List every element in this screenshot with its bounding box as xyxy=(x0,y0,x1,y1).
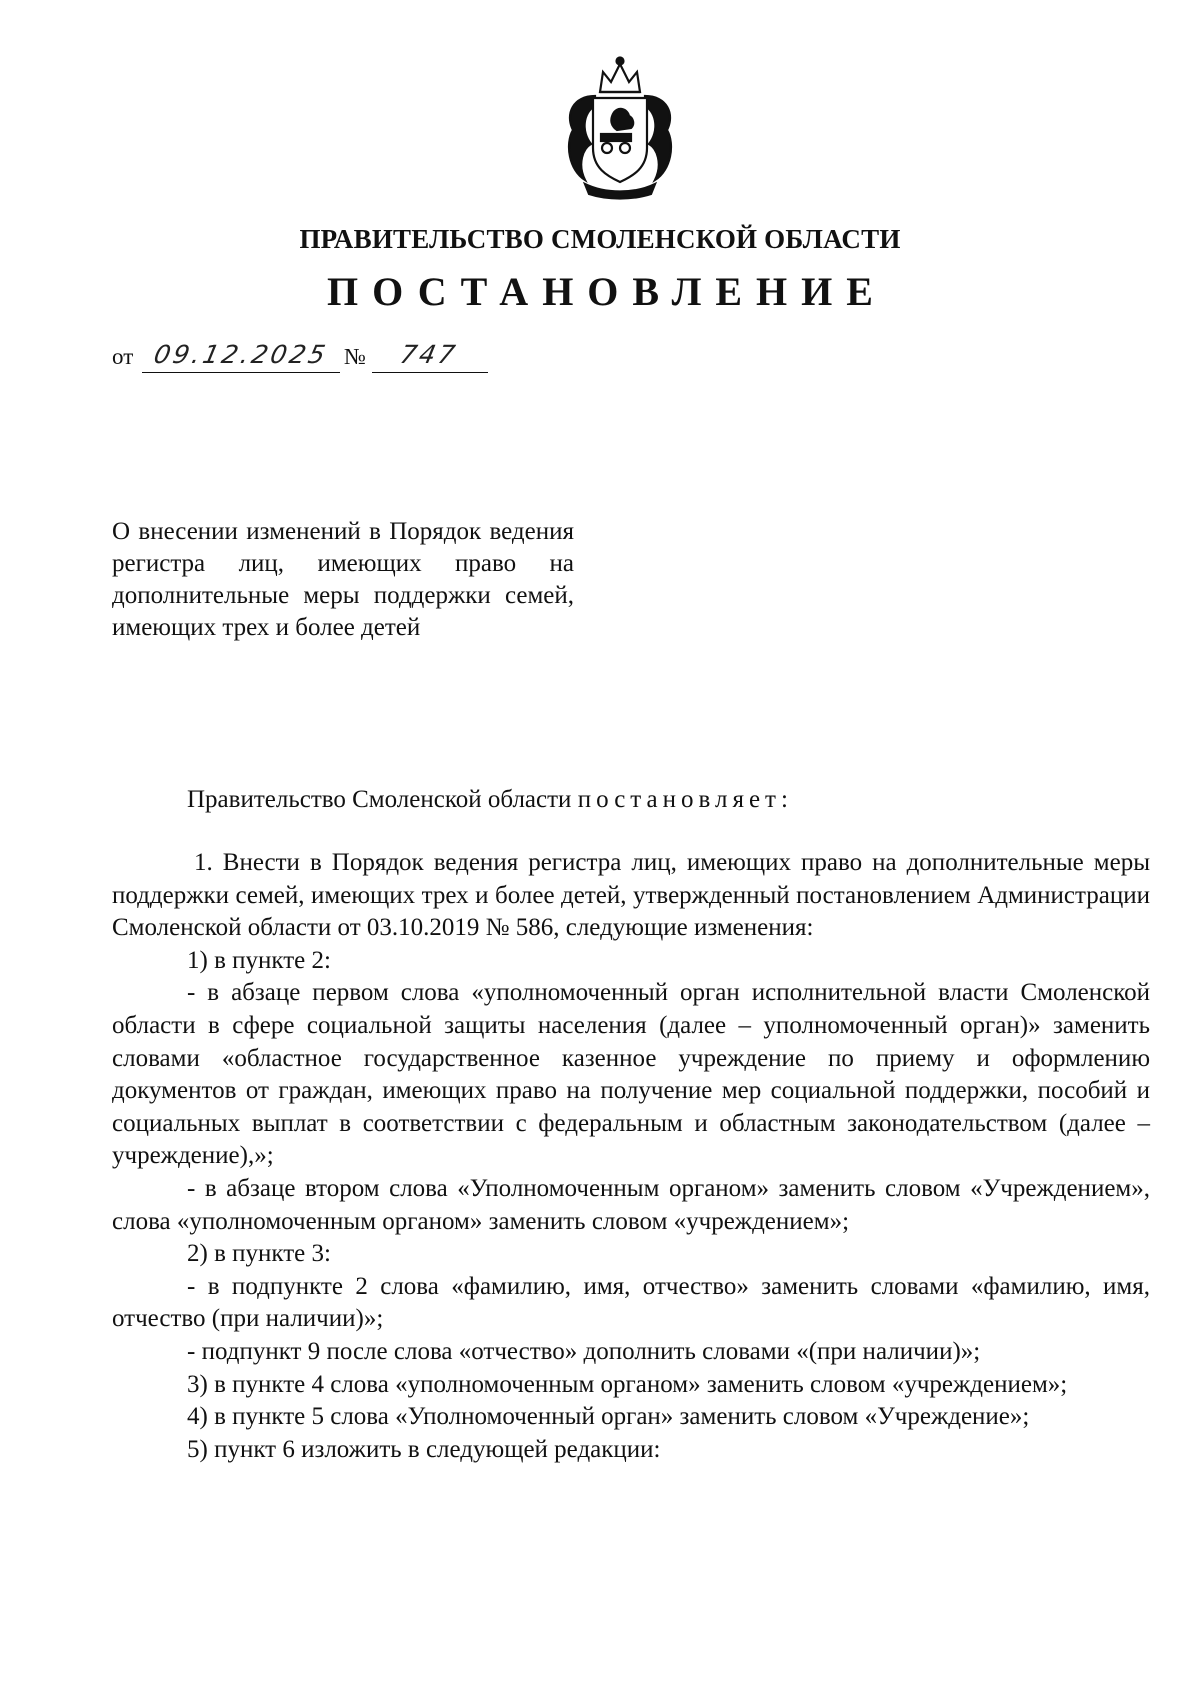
paragraph: 4) в пункте 5 слова «Уполномоченный орган» заменить словом «Учреждение»; xyxy=(187,1403,1030,1431)
number-prefix: № xyxy=(344,344,366,369)
paragraph: 5) пункт 6 изложить в следующей редакции: xyxy=(187,1435,661,1463)
paragraph: 2) в пункте 3: xyxy=(187,1240,331,1268)
decree-line xyxy=(187,786,793,814)
paragraph: 3) в пункте 4 слова «уполномоченным органом» заменить словом «учреждением»; xyxy=(187,1370,1068,1398)
coat-of-arms-icon xyxy=(555,52,685,202)
decree-lead: Правительство Смоленской области xyxy=(187,786,572,813)
document-type: ПОСТАНОВЛЕНИЕ xyxy=(327,269,887,314)
document-subject: О внесении изменений в Порядок ведения регистра лиц, имеющих право на дополнительные меры поддержки семей, имеющих трех и более детей xyxy=(112,518,574,641)
number-underline xyxy=(372,372,488,373)
paragraph: - в абзаце втором слова «Уполномоченным органом» заменить словом «Учреждением», слова «уполномоченным органом» заменить словом «учреждением»; xyxy=(112,1174,1150,1235)
paragraph: - в подпункте 2 слова «фамилию, имя, отчество» заменить словами «фамилию, имя, отчество (при наличии)»; xyxy=(112,1272,1150,1333)
number-value: 747 xyxy=(397,340,461,369)
date-value: 09.12.2025 xyxy=(151,340,331,369)
government-name: ПРАВИТЕЛЬСТВО СМОЛЕНСКОЙ ОБЛАСТИ xyxy=(299,224,901,254)
paragraph: 1) в пункте 2: xyxy=(187,946,331,974)
paragraph: - в абзаце первом слова «уполномоченный орган исполнительной власти Смоленской области в сфере социальной защиты населения (далее – уполномоченный орган)» заменить словами «областное государственное казенное учреждение по приему и оформлению документов от граждан, имеющих право на получение мер социальной поддержки, пособий и социальных выплат в соответствии с федеральным и областным законодательством (далее – учреждение),»; xyxy=(112,979,1150,1170)
date-prefix: от xyxy=(112,344,134,369)
date-underline xyxy=(142,372,340,373)
document-body xyxy=(112,847,1150,1466)
paragraph: 1. Внести в Порядок ведения регистра лиц, имеющих право на дополнительные меры поддержки семей, имеющих трех и более детей, утвержденный постановлением Администрации Смоленской области от 03.10.2019 № 586, следующие изменения: xyxy=(112,849,1150,942)
decree-verb: постановляет: xyxy=(577,786,793,813)
date-number-line xyxy=(112,340,572,376)
paragraph: - подпункт 9 после слова «отчество» дополнить словами «(при наличии)»; xyxy=(187,1337,981,1365)
